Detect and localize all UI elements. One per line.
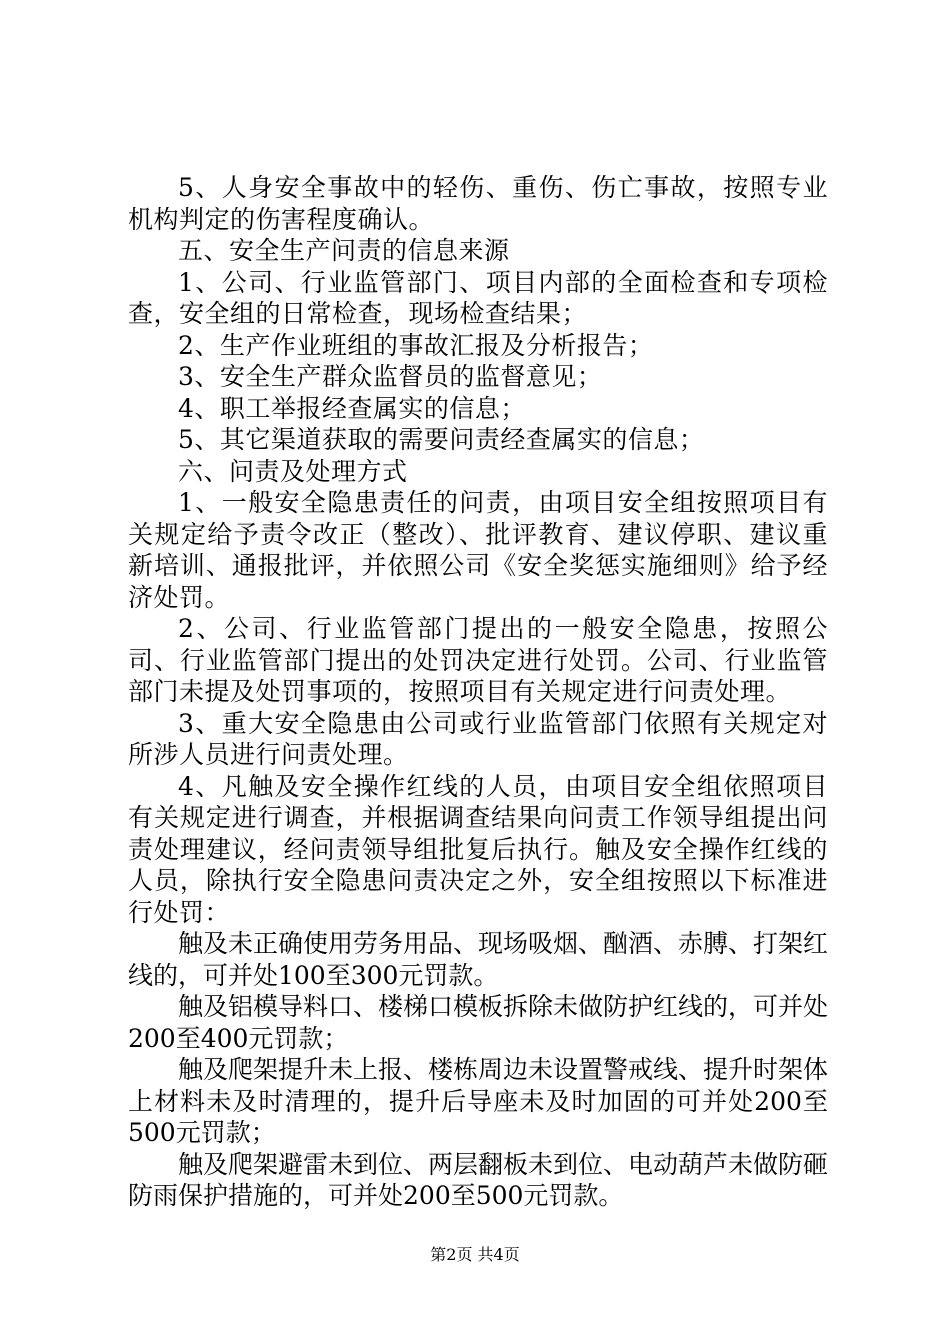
paragraph: 触及铝模导料口、楼梯口模板拆除未做防护红线的，可并处200至400元罚款；	[128, 992, 829, 1053]
paragraph: 3、安全生产群众监督员的监督意见；	[178, 362, 603, 391]
section-heading: 五、安全生产问责的信息来源	[178, 236, 510, 265]
paragraph: 2、公司、行业监管部门提出的一般安全隐患，按照公司、行业监管部门提出的处罚决定进行处罚。公司、行业监管部门未提及处罚事项的，按照项目有关规定进行问责处理。	[128, 614, 828, 706]
paragraph: 1、公司、行业监管部门、项目内部的全面检查和专项检查，安全组的日常检查，现场检查结果；	[128, 267, 828, 328]
paragraph: 触及未正确使用劳务用品、现场吸烟、酗酒、赤膊、打架红线的，可并处100至300元罚款。	[128, 929, 829, 990]
paragraph: 2、生产作业班组的事故汇报及分析报告；	[178, 330, 654, 360]
paragraph: 5、其它渠道获取的需要问责经查属实的信息；	[178, 425, 705, 454]
section-heading: 六、问责及处理方式	[178, 456, 408, 486]
paragraph: 1、一般安全隐患责任的问责，由项目安全组按照项目有关规定给予责令改正（整改）、批评教育、建议停职、建议重新培训、通报批评，并依照公司《安全奖惩实施细则》给予经济处罚。	[128, 488, 828, 612]
paragraph: 4、职工举报经查属实的信息；	[178, 393, 526, 423]
paragraph: 5、人身安全事故中的轻伤、重伤、伤亡事故，按照专业机构判定的伤害程度确认。	[128, 173, 828, 234]
page-footer: 第2页 共4页	[430, 1245, 520, 1264]
paragraph: 触及爬架避雷未到位、两层翻板未到位、电动葫芦未做防砸防雨保护措施的，可并处200至500元罚款。	[128, 1149, 829, 1210]
paragraph: 3、重大安全隐患由公司或行业监管部门依照有关规定对所涉人员进行问责处理。	[128, 708, 828, 769]
paragraph: 4、凡触及安全操作红线的人员，由项目安全组依照项目有关规定进行调查，并根据调查结果向问责工作领导组提出问责处理建议，经问责领导组批复后执行。触及安全操作红线的人员，除执行安全隐患问责决定之外，安全组按照以下标准进行处罚：	[128, 771, 828, 927]
document-body	[128, 172, 828, 1212]
paragraph: 触及爬架提升未上报、楼栋周边未设置警戒线、提升时架体上材料未及时清理的，提升后导座未及时加固的可并处200至500元罚款；	[128, 1055, 829, 1147]
